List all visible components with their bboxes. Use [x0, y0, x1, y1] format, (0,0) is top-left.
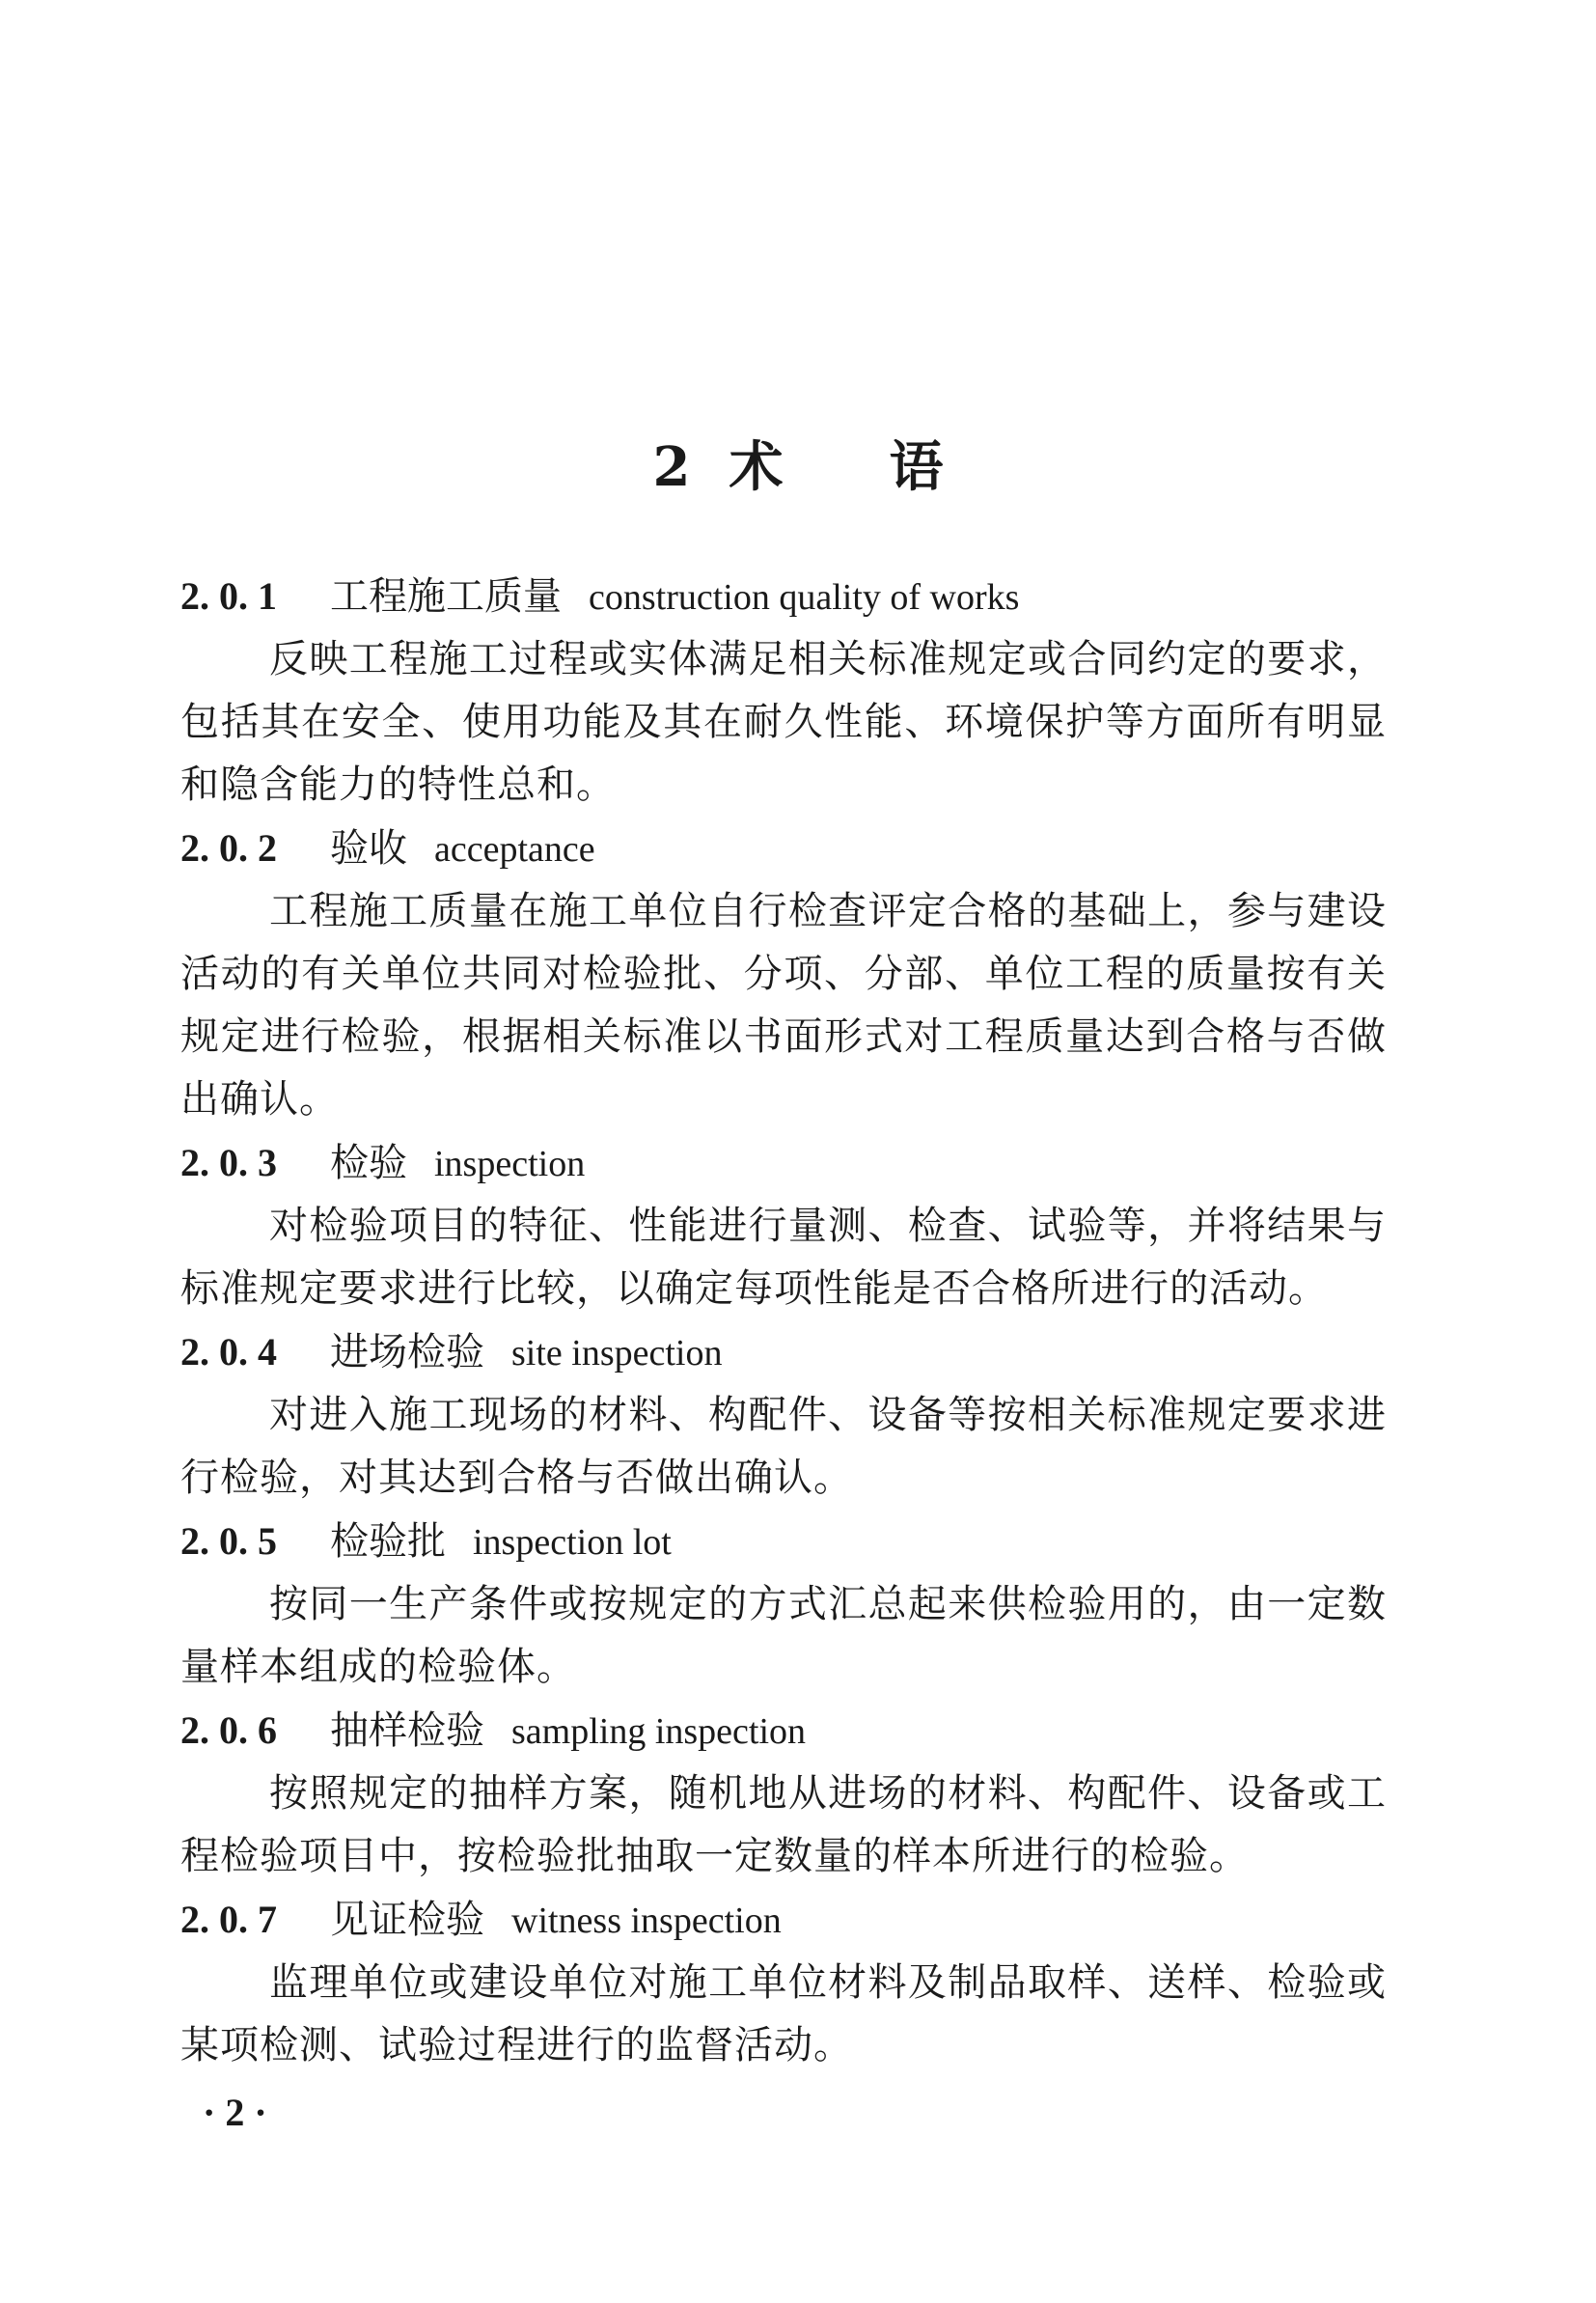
chapter-number: 2	[652, 435, 691, 499]
term-number: 2. 0. 2	[180, 826, 277, 870]
term-heading	[180, 1131, 1387, 1195]
term-chinese-name: 见证检验	[330, 1898, 484, 1942]
term-heading	[180, 1699, 1387, 1762]
chapter-title	[0, 425, 1596, 502]
term-definition: 按同一生产条件或按规定的方式汇总起来供检验用的，由一定数量样本组成的检验体。	[180, 1582, 1387, 1689]
term-chinese-name: 工程施工质量	[330, 574, 562, 619]
term-heading	[180, 1320, 1387, 1384]
term-chinese-name: 检验	[330, 1141, 407, 1185]
term-definition: 对检验项目的特征、性能进行量测、检查、试验等，并将结果与标准规定要求进行比较，以确定每项性能是否合格所进行的活动。	[180, 1204, 1387, 1311]
term-heading	[180, 1510, 1387, 1573]
term-english-name: acceptance	[434, 829, 595, 870]
term-definition: 按照规定的抽样方案，随机地从进场的材料、构配件、设备或工程检验项目中，按检验批抽取一定数量的样本所进行的检验。	[180, 1771, 1387, 1878]
term-definition: 反映工程施工过程或实体满足相关标准规定或合同约定的要求，包括其在安全、使用功能及其在耐久性能、环境保护等方面所有明显和隐含能力的特性总和。	[180, 637, 1387, 807]
term-number: 2. 0. 1	[180, 574, 277, 618]
term-number: 2. 0. 7	[180, 1898, 277, 1941]
chapter-title-char-2: 语	[889, 435, 944, 499]
term-entry	[180, 1888, 1387, 2077]
term-entry	[180, 1699, 1387, 1888]
term-number: 2. 0. 6	[180, 1708, 277, 1752]
term-english-name: construction quality of works	[589, 577, 1020, 618]
term-entry	[180, 1131, 1387, 1320]
term-english-name: inspection	[434, 1144, 586, 1184]
term-definition: 工程施工质量在施工单位自行检查评定合格的基础上，参与建设活动的有关单位共同对检验批、分项、分部、单位工程的质量按有关规定进行检验，根据相关标准以书面形式对工程质量达到合格与否做出确认。	[180, 889, 1387, 1122]
term-chinese-name: 抽样检验	[330, 1708, 484, 1753]
chapter-title-char-1: 术	[729, 435, 784, 499]
page-number: · 2 ·	[203, 2091, 267, 2134]
term-definition: 对进入施工现场的材料、构配件、设备等按相关标准规定要求进行检验，对其达到合格与否做出确认。	[180, 1393, 1387, 1500]
term-english-name: inspection lot	[473, 1522, 672, 1563]
term-number: 2. 0. 5	[180, 1519, 277, 1563]
term-chinese-name: 验收	[330, 826, 407, 871]
term-number: 2. 0. 3	[180, 1141, 277, 1184]
term-english-name: witness inspection	[511, 1901, 782, 1941]
term-chinese-name: 检验批	[330, 1519, 446, 1564]
terms-list	[180, 565, 1387, 2077]
term-heading	[180, 1888, 1387, 1952]
term-entry	[180, 1510, 1387, 1699]
term-entry	[180, 1320, 1387, 1510]
term-english-name: sampling inspection	[511, 1711, 807, 1752]
term-entry	[180, 817, 1387, 1131]
term-chinese-name: 进场检验	[330, 1330, 484, 1374]
term-definition: 监理单位或建设单位对施工单位材料及制品取样、送样、检验或某项检测、试验过程进行的监督活动。	[180, 1960, 1387, 2067]
term-entry	[180, 565, 1387, 817]
term-heading	[180, 817, 1387, 880]
term-number: 2. 0. 4	[180, 1330, 277, 1373]
term-heading	[180, 565, 1387, 628]
term-english-name: site inspection	[511, 1333, 723, 1373]
